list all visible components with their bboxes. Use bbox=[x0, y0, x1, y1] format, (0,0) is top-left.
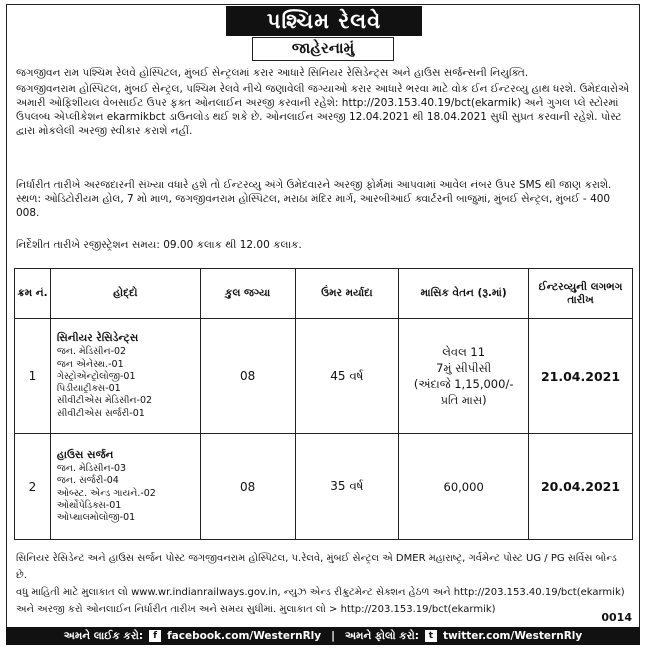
row-total: 08 bbox=[200, 319, 295, 434]
bond-note: સિનિયર રેસિડેન્ટ અને હાઉસ સર્જન પોસ્ટ જગજીવનરામ હોસ્પિટલ, પ.રેલવે, મુંબઈ સેન્ટ્રલ એ DMER મહારાષ્ટ્ર, ગર્વમેન્ટ પોસ્ટ UG / PG સર્વિસ બોન્ડ છે. bbox=[16, 553, 617, 581]
post-item: જન. મેડિસીન-02 bbox=[56, 346, 127, 358]
salary-line: 7મું સીપીસી bbox=[436, 361, 492, 375]
more-info-note: વધુ માહિતી માટે મુલાકાત લો www.wr.indianrailways.gov.in, ન્યુઝ એન્ડ રીક્રુટમેન્ટ સેક્શન હેઠળ અને http://203.153.40.19/bct(ekarmik) અને અરજી કરો ઓનલાઈન નિર્ધારીત તારીખ અને સમય સુધીમાં. મુલાકાત લો > http://203.153.19/bct(ekarmik) bbox=[16, 587, 625, 615]
twitter-icon: t bbox=[425, 630, 437, 642]
post-item: સીવીટીએસ મેડિસીન-02 bbox=[56, 395, 153, 407]
like-label: અમને લાઈક કરો: bbox=[63, 629, 144, 642]
post-item: ઓપ્થાલમોલોજી-01 bbox=[56, 512, 136, 524]
post-item: સીવીટીએસ સર્જરી-01 bbox=[56, 407, 145, 419]
social-bar bbox=[6, 627, 640, 645]
row-date: 20.04.2021 bbox=[529, 434, 633, 540]
intro-line: જગજીવન રામ પશ્ચિમ રેલવે હોસ્પિટલ, મુંબઈ સેન્ટ્રલમાં કરાર આધારે સિનિયર રેસિડેન્ટ્સ અને હાઉસ સર્જન્સની નિયુક્તિ. bbox=[16, 67, 529, 79]
notice-code: 0014 bbox=[601, 611, 632, 624]
row-age: 35 વર્ષ bbox=[295, 434, 399, 540]
row-sr: 2 bbox=[15, 434, 51, 540]
notice-subtitle: જાહેરનામું bbox=[252, 37, 394, 61]
post-item: ઓર્થોપેડિક્સ-01 bbox=[56, 499, 122, 511]
post-item: જન એનેસ્થ.-01 bbox=[56, 358, 124, 370]
table-row bbox=[15, 319, 633, 434]
col-header-sr: ક્રમ નં. bbox=[15, 269, 51, 319]
row-age: 45 વર્ષ bbox=[295, 319, 399, 434]
post-item: જન. મેડિસીન-03 bbox=[56, 462, 127, 474]
vacancy-table bbox=[14, 268, 633, 540]
post-title: સિનીયર રેસિડેન્ટ્સ bbox=[56, 331, 139, 344]
col-header-total: કુલ જગ્યા bbox=[200, 269, 295, 319]
row-sr: 1 bbox=[15, 319, 51, 434]
venue-paragraph: નિર્ધારીત તારીખે અરજદારની સંખ્યા વધારે હશે તો ઈન્ટરવ્યુ અંગે ઉમેદવારને અરજી ફોર્મમાં આપવામાં આવેલ નંબર ઉપર SMS થી જાણ કરાશે. સ્થળ: ઓડિટોરીયમ હોલ, 7 મો માળ, જગજીવનરામ હોસ્પિટલ, મરાઠા મંદિર માર્ગ, આરબીઆઈ ક્વાર્ટરની બાજુમાં, મુંબઈ સેન્ટ્રલ, મુંબઈ - 400 008. bbox=[16, 179, 612, 219]
notice-title: પશ્ચિમ રેલવે bbox=[226, 6, 422, 36]
row-post bbox=[50, 319, 200, 434]
salary-line: (અંદાજે 1,15,000/- bbox=[413, 377, 514, 391]
registration-time: નિર્દેશીત તારીખે રજીસ્ટ્રેશન સમય: 09.00 કલાક થી 12.00 કલાક. bbox=[16, 239, 302, 251]
post-title: હાઉસ સર્જન bbox=[56, 448, 114, 461]
salary-line: પ્રતિ માસ) bbox=[440, 393, 487, 407]
salary-line: લેવલ 11 bbox=[442, 345, 486, 359]
salary-line: 60,000 bbox=[443, 479, 484, 494]
post-item: ગેસ્ટ્રોએન્ટ્રોલોજી-01 bbox=[56, 370, 136, 382]
col-header-date: ઈન્ટરવ્યુની લગભગ તારીખ bbox=[529, 269, 633, 319]
twitter-link[interactable]: twitter.com/WesternRly bbox=[442, 630, 583, 642]
row-post bbox=[50, 434, 200, 540]
post-item: પિડીયાટ્રીક્સ-01 bbox=[56, 383, 121, 395]
table-row bbox=[15, 434, 633, 540]
facebook-icon: f bbox=[149, 630, 161, 642]
col-header-age: ઉંમર મર્યાદા bbox=[295, 269, 399, 319]
follow-label: અમને ફોલો કરો: bbox=[344, 629, 419, 642]
row-salary bbox=[399, 319, 529, 434]
table-header-row bbox=[15, 269, 633, 319]
post-item: જન. સર્જરી-04 bbox=[56, 475, 119, 487]
row-date: 21.04.2021 bbox=[529, 319, 633, 434]
application-paragraph: જગજીવનરામ હોસ્પિટલ, મુંબઈ સેન્ટ્રલ, પશ્ચિમ રેલવે નીચે જણાવેલી જગ્યાઓ કરાર આધારે ભરવા માટે વોક ઈન ઈન્ટરવ્યુ હાથ ધરશે. ઉમેદવારોએ અમારી ઓફિશીયલ વેબસાઈટ ઉપર ફક્ત ઓનલાઈન અરજી કરવાની રહેશે: http://203.153.40.19/bct(ekarmik) અને ગુગલ પ્લે સ્ટોરમાં ઉપલબ્ધ એપ્લીકેશન ekarmikbct ડાઉનલોડ થઈ શકે છે. ઓનલાઈન અરજી 12.04.2021 થી 18.04.2021 સુધી સુપ્રત કરવાની રહેશે. પોસ્ટ દ્વારા મોકલેલી અરજી સ્વીકાર કરાશે નહીં. bbox=[16, 83, 630, 137]
row-salary bbox=[399, 434, 529, 540]
divider: | bbox=[331, 630, 335, 642]
row-total: 08 bbox=[200, 434, 295, 540]
footer-notes bbox=[16, 550, 628, 618]
col-header-salary: માસિક વેતન (રૂ.માં) bbox=[399, 269, 529, 319]
post-item: ઓબ્સ્ટ. એન્ડ ગાયને.-02 bbox=[56, 487, 156, 499]
facebook-link[interactable]: facebook.com/WesternRly bbox=[167, 630, 322, 642]
col-header-post: હોદ્દો bbox=[50, 269, 200, 319]
